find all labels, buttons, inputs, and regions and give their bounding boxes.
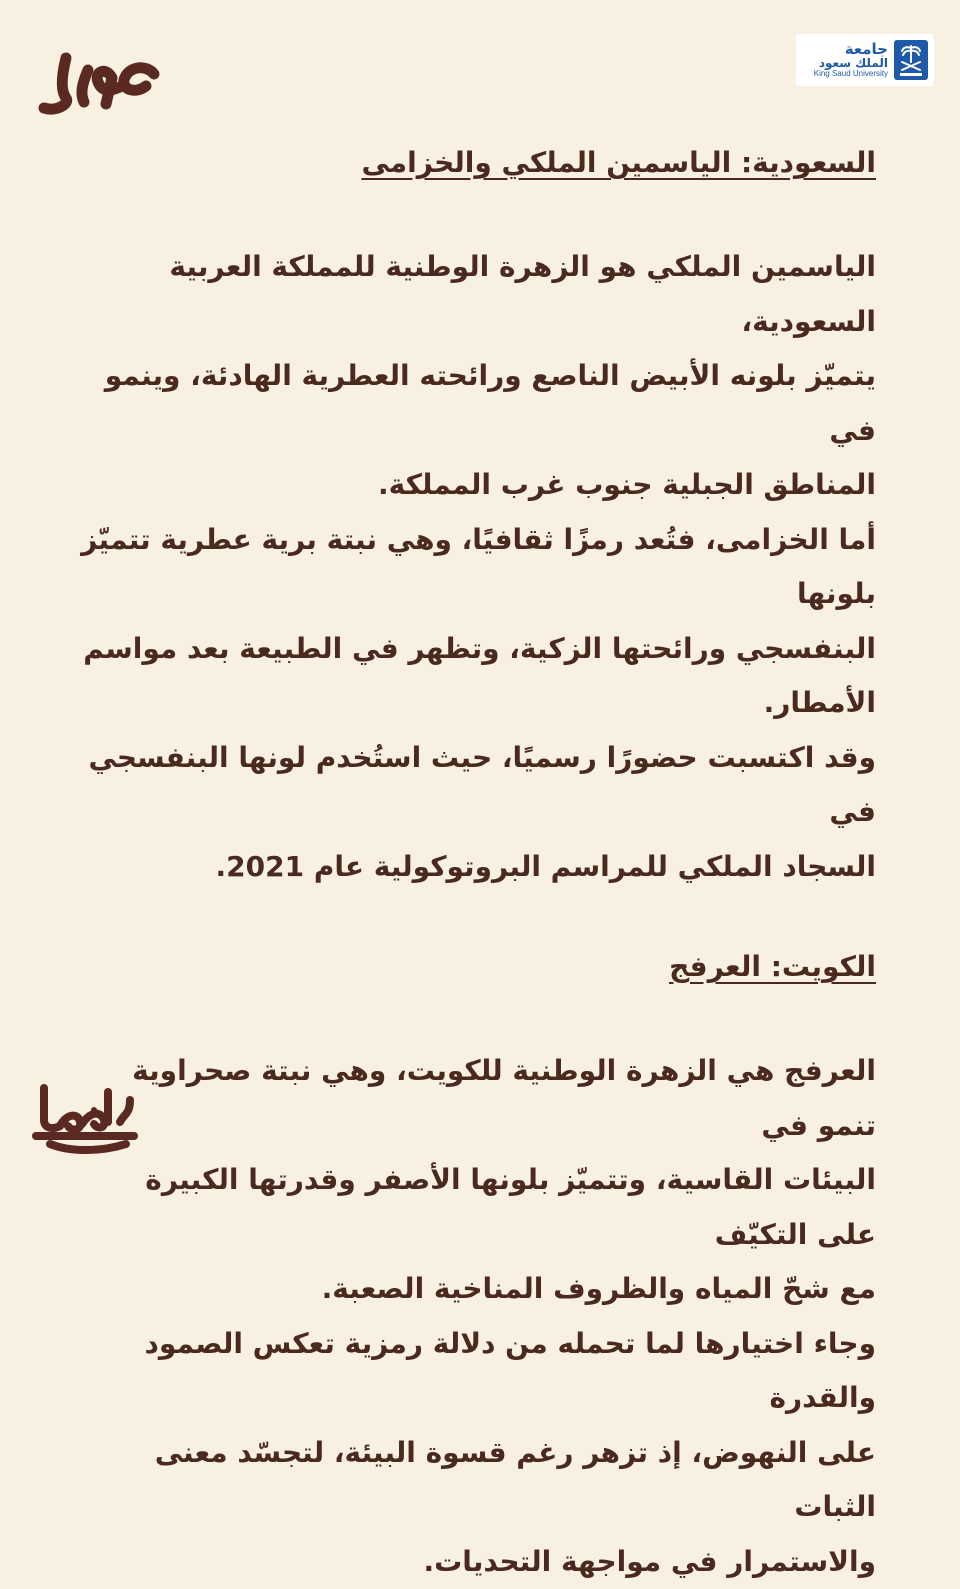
text-line: الياسمين الملكي هو الزهرة الوطنية للمملكة العربية السعودية، [169,250,876,338]
text-line: البنفسجي ورائحتها الزكية، وتظهر في الطبيعة بعد مواسم الأمطار. [83,631,876,719]
article-body [80,140,876,1589]
text-line: يتميّز بلونه الأبيض الناصع ورائحته العطرية الهادئة، وينمو في [104,359,876,447]
palm-swords-emblem-icon [894,40,928,80]
text-line: مع شحّ المياه والظروف المناخية الصعبة. [321,1272,876,1305]
text-line: أما الخزامى، فتُعد رمزًا ثقافيًا، وهي نبتة برية عطرية تتميّز بلونها [81,522,876,610]
university-name-ar-2: الملك سعود [818,56,888,71]
university-name-en: King Saud University [813,68,888,78]
kuwait-paragraph [80,1044,876,1589]
text-line: وقد اكتسبت حضورًا رسميًا، حيث استُخدم لونها البنفسجي في [88,740,876,828]
madar-logo [36,34,166,124]
text-line: والاستمرار في مواجهة التحديات. [423,1544,876,1578]
text-line: وجاء اختيارها لما تحمله من دلالة رمزية تعكس الصمود والقدرة [144,1326,876,1414]
king-saud-university-logo [796,34,934,86]
text-line: المناطق الجبلية جنوب غرب المملكة. [378,468,876,501]
text-line: العرفج هي الزهرة الوطنية للكويت، وهي نبتة صحراوية تنمو في [132,1054,876,1142]
university-name-ar-1: جامعة [844,39,888,58]
text-line: البيئات القاسية، وتتميّز بلونها الأصفر وقدرتها الكبيرة على التكيّف [145,1163,876,1251]
bawsala-logo [30,1070,140,1160]
section-heading-saudi: السعودية: الياسمين الملكي والخزامى [361,146,876,179]
section-heading-kuwait: الكويت: العرفج [669,950,876,983]
text-line: على النهوض، إذ تزهر رغم قسوة البيئة، لتجسّد معنى الثبات [154,1435,876,1523]
saudi-paragraph [80,240,876,894]
text-line: السجاد الملكي للمراسم البروتوكولية عام 2021. [215,849,876,883]
